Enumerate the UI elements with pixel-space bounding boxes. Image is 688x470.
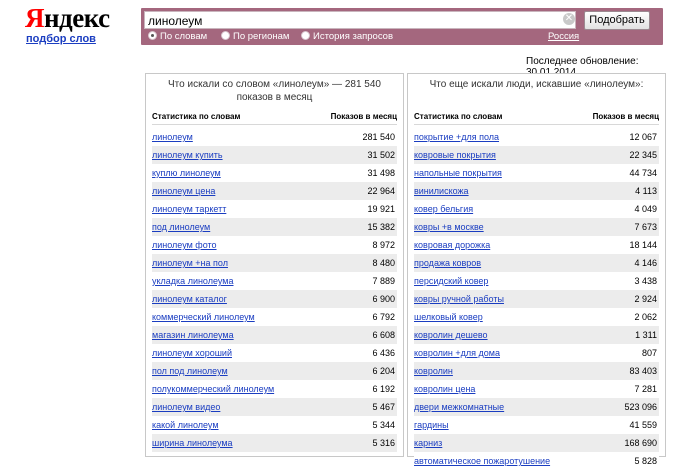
keyword-link[interactable]: ковровые покрытия [414, 150, 496, 160]
impressions-count: 83 403 [629, 366, 657, 376]
impressions-count: 5 467 [372, 402, 395, 412]
keyword-row [152, 398, 397, 416]
keyword-row [414, 416, 659, 434]
logo-rest: ндекс [44, 3, 110, 33]
impressions-count: 8 480 [372, 258, 395, 268]
keyword-link[interactable]: укладка линолеума [152, 276, 234, 286]
mode-by-words[interactable] [148, 31, 207, 43]
panel-title: Что искали со словом «линолеум» — 281 540 показов в месяц [168, 79, 381, 103]
mode-label: По регионам [233, 31, 290, 42]
keyword-row [414, 362, 659, 380]
keyword-row [414, 218, 659, 236]
keyword-link[interactable]: линолеум купить [152, 150, 223, 160]
keyword-link[interactable]: куплю линолеум [152, 168, 221, 178]
keyword-row [414, 326, 659, 344]
keyword-link[interactable]: покрытие +для пола [414, 132, 500, 142]
impressions-count: 44 734 [629, 168, 657, 178]
impressions-count: 5 316 [372, 438, 395, 448]
keyword-link[interactable]: линолеум +на пол [152, 258, 228, 268]
impressions-count: 41 559 [629, 420, 657, 430]
impressions-count: 5 344 [372, 420, 395, 430]
keyword-link[interactable]: ширина линолеума [152, 438, 233, 448]
impressions-count: 8 972 [372, 240, 395, 250]
mode-by-regions[interactable] [221, 31, 289, 43]
keyword-link[interactable]: коммерческий линолеум [152, 312, 255, 322]
keyword-row [414, 344, 659, 362]
impressions-count: 12 067 [629, 132, 657, 142]
impressions-count: 31 498 [367, 168, 395, 178]
keyword-row [414, 200, 659, 218]
keyword-row [414, 380, 659, 398]
column-word: Статистика по словам [152, 112, 241, 121]
column-header [152, 112, 397, 125]
keyword-link[interactable]: какой линолеум [152, 420, 219, 430]
keyword-row [152, 290, 397, 308]
impressions-count: 4 113 [635, 186, 657, 196]
impressions-count: 281 540 [362, 132, 395, 142]
keyword-link[interactable]: полукоммерческий линолеум [152, 384, 275, 394]
keyword-link[interactable]: двери межкомнатные [414, 402, 505, 412]
keyword-link[interactable]: линолеум видео [152, 402, 221, 412]
impressions-count: 6 436 [372, 348, 395, 358]
keyword-row [152, 380, 397, 398]
column-word: Статистика по словам [414, 112, 503, 121]
panel-title: Что еще искали люди, искавшие «линолеум»: [429, 79, 644, 90]
keyword-row [152, 308, 397, 326]
impressions-count: 5 828 [634, 456, 657, 466]
keyword-link[interactable]: ковер бельгия [414, 204, 474, 214]
yandex-logo[interactable] [25, 3, 110, 33]
keyword-link[interactable]: ковровая дорожка [414, 240, 491, 250]
column-count[interactable]: Показов в месяц [592, 112, 659, 121]
impressions-count: 19 921 [367, 204, 395, 214]
keyword-link[interactable]: карниз [414, 438, 443, 448]
keyword-row [152, 236, 397, 254]
impressions-count: 22 964 [367, 186, 395, 196]
keyword-row [152, 344, 397, 362]
right-panel [407, 73, 666, 466]
impressions-count: 2 062 [634, 312, 657, 322]
keyword-row [414, 290, 659, 308]
mode-label: История запросов [313, 31, 394, 42]
keyword-row [414, 254, 659, 272]
keyword-link[interactable]: ковры +в москве [414, 222, 484, 232]
radio-icon[interactable] [301, 31, 310, 40]
mode-label: По словам [160, 31, 208, 42]
impressions-count: 22 345 [629, 150, 657, 160]
keyword-row [152, 200, 397, 218]
keyword-link[interactable]: ковролин [414, 366, 453, 376]
impressions-count: 6 900 [372, 294, 395, 304]
keyword-link[interactable]: линолеум каталог [152, 294, 227, 304]
last-updated: Последнее обновление: [526, 56, 639, 67]
impressions-count: 7 281 [634, 384, 657, 394]
keyword-link[interactable]: напольные покрытия [414, 168, 502, 178]
impressions-count: 168 690 [624, 438, 657, 448]
keyword-row [152, 182, 397, 200]
keyword-link[interactable]: гардины [414, 420, 449, 430]
impressions-count: 6 204 [372, 366, 395, 376]
service-link[interactable]: подбор слов [26, 33, 96, 45]
impressions-count: 7 889 [372, 276, 395, 286]
search-button[interactable]: Подобрать [584, 11, 650, 30]
impressions-count: 2 924 [634, 294, 657, 304]
radio-icon-checked[interactable] [148, 31, 157, 40]
radio-icon[interactable] [221, 31, 230, 40]
keyword-link[interactable]: винилискожа [414, 186, 469, 196]
keyword-row [414, 272, 659, 290]
keyword-link[interactable]: линолеум фото [152, 240, 217, 250]
impressions-count: 4 146 [634, 258, 657, 268]
impressions-count: 6 792 [372, 312, 395, 322]
keyword-link[interactable]: линолеум [152, 132, 193, 142]
column-header [414, 112, 659, 125]
keyword-row [414, 164, 659, 182]
keyword-row [414, 452, 659, 470]
impressions-count: 6 192 [372, 384, 395, 394]
impressions-count: 18 144 [629, 240, 657, 250]
keyword-row [414, 236, 659, 254]
keyword-row [152, 146, 397, 164]
keyword-row [414, 398, 659, 416]
keyword-link[interactable]: под линолеум [152, 222, 211, 232]
keyword-row [152, 434, 397, 452]
right-keyword-list [414, 128, 659, 470]
impressions-count: 4 049 [634, 204, 657, 214]
mode-history[interactable] [301, 31, 393, 43]
keyword-row [152, 326, 397, 344]
keyword-link[interactable]: ковролин цена [414, 384, 476, 394]
impressions-count: 523 096 [624, 402, 657, 412]
impressions-count: 807 [641, 348, 657, 358]
keyword-row [152, 128, 397, 146]
keyword-link[interactable]: пол под линолеум [152, 366, 228, 376]
keyword-row [152, 164, 397, 182]
keyword-row [414, 128, 659, 146]
logo-first-letter: Я [25, 3, 44, 33]
impressions-count: 31 502 [367, 150, 395, 160]
keyword-row [414, 434, 659, 452]
keyword-row [414, 146, 659, 164]
keyword-row [152, 254, 397, 272]
impressions-count: 6 608 [372, 330, 395, 340]
keyword-link[interactable]: линолеум таркетт [152, 204, 227, 214]
left-keyword-list [152, 128, 397, 452]
keyword-row [152, 362, 397, 380]
keyword-link[interactable]: шелковый ковер [414, 312, 483, 322]
keyword-link[interactable]: ковры ручной работы [414, 294, 504, 304]
keyword-link[interactable]: линолеум цена [152, 186, 216, 196]
impressions-count: 15 382 [367, 222, 395, 232]
clear-icon[interactable]: ✕ [564, 13, 574, 24]
impressions-count: 1 311 [635, 330, 657, 340]
keyword-row [152, 416, 397, 434]
impressions-count: 7 673 [634, 222, 657, 232]
impressions-count: 3 438 [634, 276, 657, 286]
keyword-row [152, 218, 397, 236]
keyword-link[interactable]: персидский ковер [414, 276, 489, 286]
column-count[interactable]: Показов в месяц [330, 112, 397, 121]
keyword-link[interactable]: продажа ковров [414, 258, 482, 268]
keyword-link[interactable]: магазин линолеума [152, 330, 234, 340]
keyword-link[interactable]: автоматическое пожаротушение [414, 456, 551, 466]
keyword-link[interactable]: ковролин +для дома [414, 348, 500, 358]
left-panel [145, 73, 404, 457]
keyword-link[interactable]: линолеум хороший [152, 348, 232, 358]
keyword-row [414, 308, 659, 326]
keyword-row [152, 272, 397, 290]
keyword-link[interactable]: ковролин дешево [414, 330, 488, 340]
keyword-row [414, 182, 659, 200]
search-input[interactable]: линолеум [144, 11, 576, 29]
region-link[interactable]: Россия [548, 31, 580, 42]
